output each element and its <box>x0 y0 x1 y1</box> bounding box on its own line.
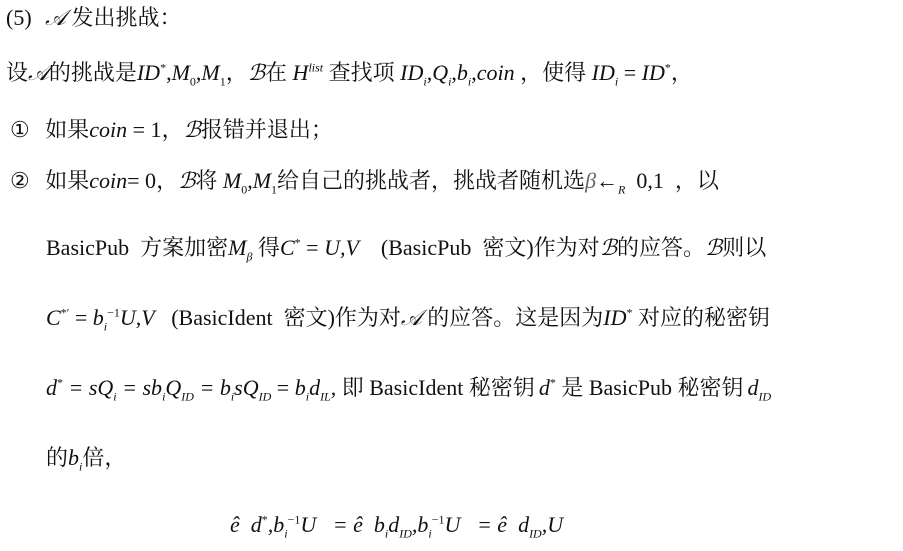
subscript: β <box>246 249 253 264</box>
m-symbol: M <box>171 60 190 85</box>
subscript: i <box>113 389 117 404</box>
t: ， <box>161 117 184 142</box>
expr: sQ <box>234 375 259 400</box>
t: 给自己的挑战者，挑战者随机选 <box>277 168 586 193</box>
t: 方案加密 <box>140 235 229 260</box>
challenger-symbol: ℬ <box>599 236 617 261</box>
equals: = <box>271 375 295 400</box>
expr: ,U <box>541 512 564 537</box>
equals: = <box>69 305 93 330</box>
b-symbol: b <box>68 445 80 470</box>
subscript: R <box>618 182 626 197</box>
d-symbol: d <box>250 512 262 537</box>
t: 如果 <box>45 117 90 142</box>
subscript: i <box>79 459 83 474</box>
superscript: −1 <box>287 512 301 527</box>
u-symbol: U <box>300 512 317 537</box>
subscript: ID <box>529 526 542 541</box>
superscript: list <box>308 60 324 75</box>
circled-one-icon: ① <box>10 117 30 142</box>
comma: , <box>451 60 457 85</box>
subscript: i <box>448 74 452 89</box>
subscript: ID <box>181 389 194 404</box>
d-symbol: d <box>518 512 530 537</box>
d-symbol: d <box>309 375 321 400</box>
m-symbol: M <box>201 60 220 85</box>
t: 倍， <box>82 445 127 470</box>
t: 如果 <box>45 168 90 193</box>
equals-zero: = 0 <box>127 168 157 193</box>
coin-symbol: coin <box>89 117 128 142</box>
q-symbol: Q <box>432 60 449 85</box>
id-symbol: ID <box>603 305 627 330</box>
expr: = sb <box>116 375 163 400</box>
step-number: (5) <box>6 5 32 30</box>
line-9-pairing-equation <box>230 510 563 540</box>
subscript: ID <box>258 389 272 404</box>
t: ， <box>670 60 693 85</box>
id-symbol: ID <box>591 60 615 85</box>
subscript: 0 <box>189 74 196 89</box>
subscript: i <box>428 526 432 541</box>
t: 将 <box>195 168 218 193</box>
t: 密文)作为对 <box>283 305 401 330</box>
t: (BasicPub <box>380 235 472 260</box>
superscript: * <box>160 60 167 75</box>
coin-symbol: coin <box>89 168 128 193</box>
equals: = <box>618 60 642 85</box>
challenger-symbol: ℬ <box>178 169 196 194</box>
arrow: ← <box>596 168 619 193</box>
t: ，使得 <box>520 60 587 85</box>
line-4 <box>10 166 719 197</box>
b-symbol: b <box>456 60 468 85</box>
uv-pair: U,V <box>324 235 359 260</box>
subscript: i <box>423 74 427 89</box>
line-1-text: 发出挑战： <box>71 5 182 30</box>
t: 的挑战是 <box>48 60 137 85</box>
expr: = b <box>193 375 231 400</box>
uv-pair: U,V <box>119 305 155 330</box>
t: (BasicIdent <box>171 305 273 330</box>
superscript: * <box>261 512 268 527</box>
line-5 <box>46 233 766 264</box>
coin-symbol: coin <box>476 60 515 85</box>
t: 是 BasicPub 秘密钥 <box>561 375 744 400</box>
pairing-symbol: = ê <box>327 512 363 537</box>
subscript: i <box>284 526 288 541</box>
h-symbol: H <box>292 60 309 85</box>
equals: = <box>300 235 325 260</box>
b-symbol: b <box>294 375 306 400</box>
t: BasicPub <box>46 235 130 260</box>
comma: , <box>247 168 253 193</box>
superscript: −1 <box>107 305 120 320</box>
superscript: −1 <box>431 512 445 527</box>
m-symbol: M <box>252 168 272 193</box>
d-symbol: d <box>388 512 400 537</box>
expr: ,b <box>411 512 429 537</box>
expr: = sQ <box>63 375 114 400</box>
subscript: ID <box>758 389 772 404</box>
t: 则以 <box>722 235 767 260</box>
m-symbol: M <box>228 235 247 260</box>
superscript: * <box>57 375 63 390</box>
subscript: 1 <box>271 182 278 197</box>
superscript: * <box>294 235 301 250</box>
beta-symbol: β <box>585 168 597 193</box>
subscript: i <box>230 389 235 404</box>
d-symbol: d <box>538 375 550 400</box>
t: 对应的秘密钥 <box>637 305 770 330</box>
q-symbol: Q <box>165 375 182 400</box>
t: 的应答。 <box>616 235 705 260</box>
t: ，以 <box>674 168 719 193</box>
line-7 <box>46 373 771 403</box>
subscript: i <box>467 74 472 89</box>
b-symbol: b <box>92 305 104 330</box>
subscript: ID <box>399 526 412 541</box>
u-symbol: U <box>444 512 461 537</box>
t: ， <box>156 168 179 193</box>
d-symbol: d <box>747 375 759 400</box>
subscript: 1 <box>219 74 226 89</box>
subscript: i <box>162 389 166 404</box>
line-3 <box>10 115 333 146</box>
superscript: * <box>664 60 671 75</box>
adversary-symbol: 𝒜 <box>400 306 422 331</box>
adversary-symbol: 𝒜 <box>28 61 49 86</box>
c-symbol: C <box>279 235 295 260</box>
t: 的 <box>46 445 69 470</box>
expr: ,b <box>267 512 285 537</box>
t: 在 <box>265 60 288 85</box>
id-symbol: ID <box>641 60 665 85</box>
subscript: i <box>103 319 108 334</box>
c-symbol: C <box>46 305 61 330</box>
comma: , <box>166 60 172 85</box>
subscript: IL <box>320 389 331 404</box>
t: 设 <box>6 60 29 85</box>
superscript: * <box>549 375 556 390</box>
subscript: 0 <box>241 182 248 197</box>
b-symbol: b <box>373 512 385 537</box>
comma: , <box>195 60 202 85</box>
challenger-symbol: ℬ <box>705 236 723 261</box>
subscript: i <box>384 526 389 541</box>
challenger-symbol: ℬ <box>247 61 266 86</box>
adversary-symbol: 𝒜 <box>45 6 66 31</box>
superscript: *′ <box>60 305 70 320</box>
comma: , <box>426 60 433 85</box>
challenger-symbol: ℬ <box>183 118 201 143</box>
t: 查找项 <box>328 60 395 85</box>
t: 的应答。这是因为 <box>427 305 604 330</box>
range: 0,1 <box>636 168 664 193</box>
m-symbol: M <box>222 168 242 193</box>
line-2 <box>6 58 693 89</box>
t: 密文)作为对 <box>482 235 600 260</box>
id-symbol: ID <box>136 60 161 85</box>
line-8 <box>46 443 126 473</box>
superscript: * <box>626 305 633 320</box>
comma: , <box>471 60 477 85</box>
pairing-symbol: ê <box>230 512 240 537</box>
circled-two-icon: ② <box>10 168 30 193</box>
equals-one: = 1 <box>127 117 162 142</box>
pairing-symbol: = ê <box>471 512 508 537</box>
subscript: i <box>305 389 310 404</box>
t: ， <box>225 60 248 85</box>
t: 报错并退出； <box>200 117 333 142</box>
t: 得 <box>257 235 280 260</box>
d-symbol: d <box>46 375 57 400</box>
line-1 <box>6 3 181 34</box>
id-symbol: ID <box>400 60 424 85</box>
t: , 即 BasicIdent 秘密钥 <box>330 375 535 400</box>
subscript: i <box>614 74 619 89</box>
line-6 <box>46 303 770 334</box>
